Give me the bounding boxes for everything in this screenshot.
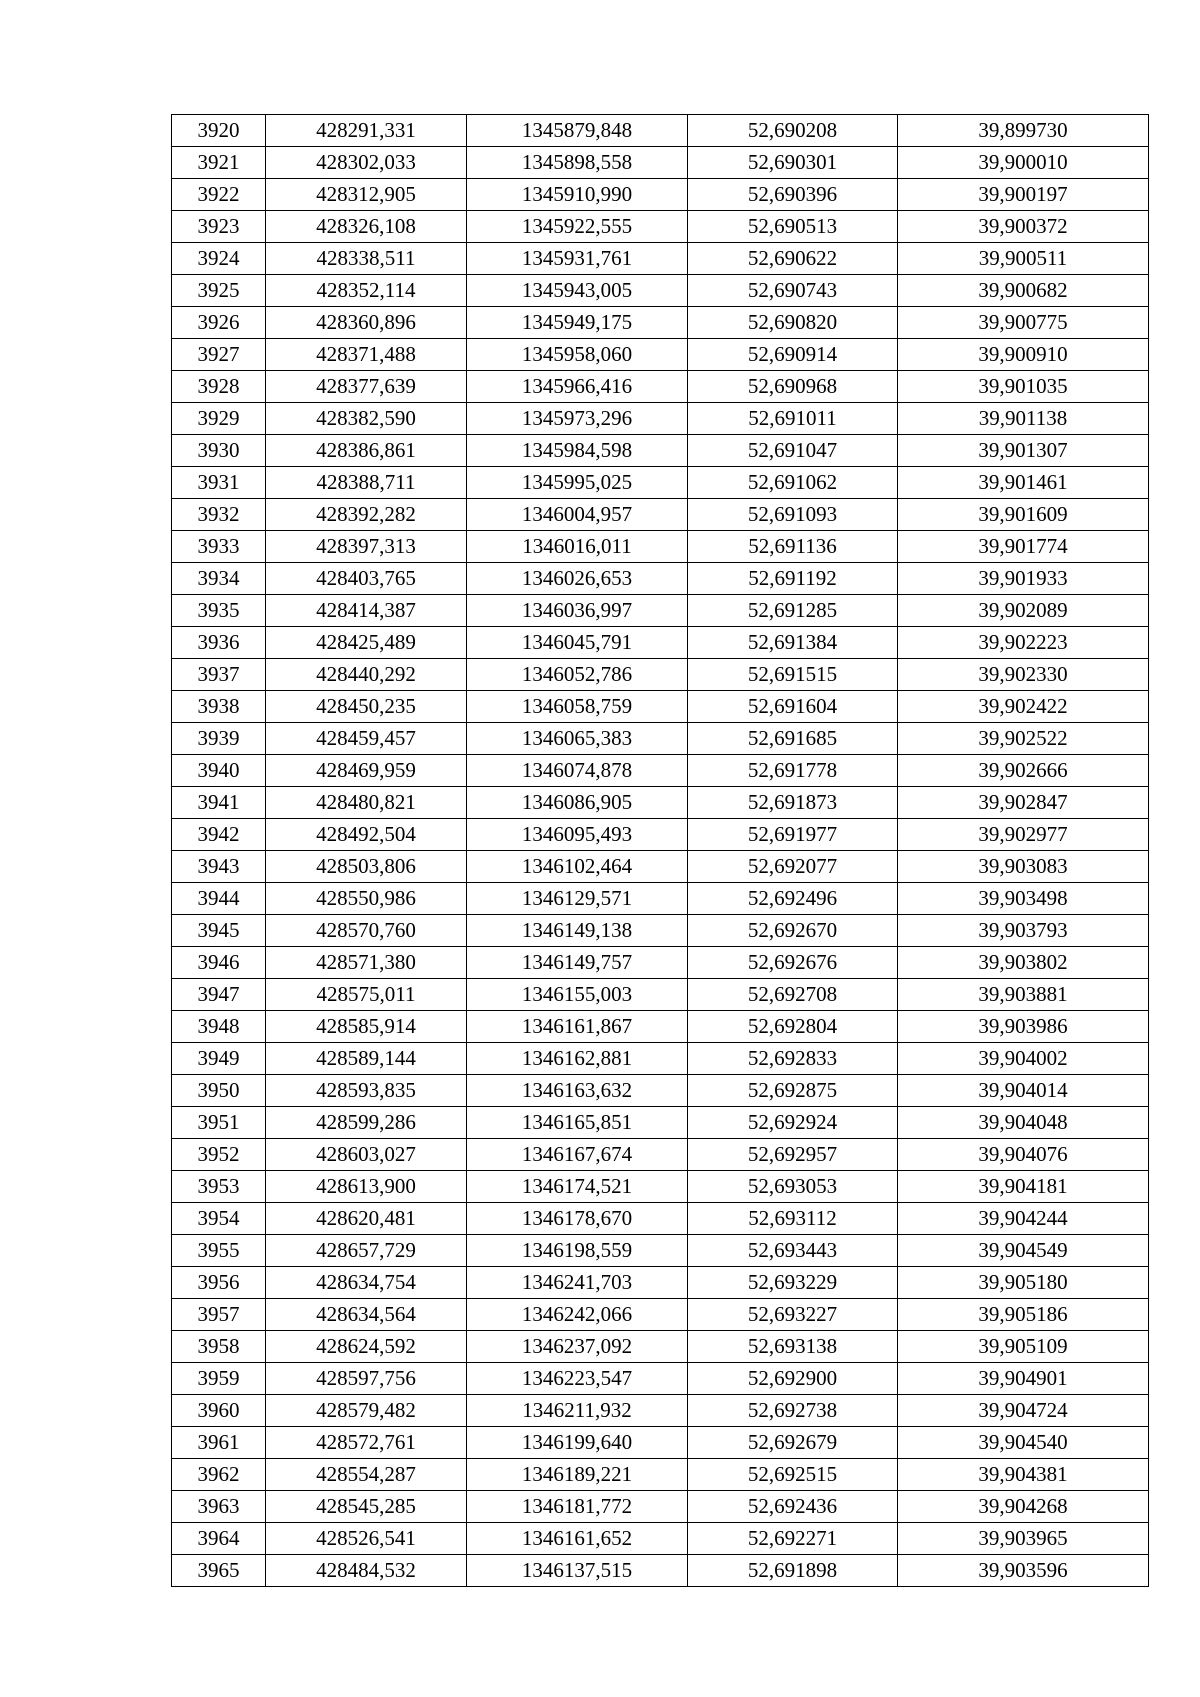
- table-row: [172, 243, 1149, 275]
- longitude-cell: 39,902422: [898, 691, 1149, 723]
- longitude-cell: 39,902089: [898, 595, 1149, 627]
- y-coordinate-cell: 1346161,867: [467, 1011, 688, 1043]
- point-number-cell: 3950: [172, 1075, 266, 1107]
- longitude-cell: 39,903498: [898, 883, 1149, 915]
- latitude-cell: 52,692515: [688, 1459, 898, 1491]
- longitude-cell: 39,904014: [898, 1075, 1149, 1107]
- y-coordinate-cell: 1346189,221: [467, 1459, 688, 1491]
- table-row: [172, 1523, 1149, 1555]
- point-number-cell: 3934: [172, 563, 266, 595]
- point-number-cell: 3926: [172, 307, 266, 339]
- table-row: [172, 1363, 1149, 1395]
- y-coordinate-cell: 1346198,559: [467, 1235, 688, 1267]
- y-coordinate-cell: 1345922,555: [467, 211, 688, 243]
- table-row: [172, 531, 1149, 563]
- longitude-cell: 39,903596: [898, 1555, 1149, 1587]
- point-number-cell: 3953: [172, 1171, 266, 1203]
- longitude-cell: 39,901138: [898, 403, 1149, 435]
- y-coordinate-cell: 1346167,674: [467, 1139, 688, 1171]
- y-coordinate-cell: 1346137,515: [467, 1555, 688, 1587]
- x-coordinate-cell: 428657,729: [266, 1235, 467, 1267]
- latitude-cell: 52,693227: [688, 1299, 898, 1331]
- x-coordinate-cell: 428469,959: [266, 755, 467, 787]
- y-coordinate-cell: 1346149,757: [467, 947, 688, 979]
- latitude-cell: 52,692900: [688, 1363, 898, 1395]
- longitude-cell: 39,902522: [898, 723, 1149, 755]
- y-coordinate-cell: 1345984,598: [467, 435, 688, 467]
- x-coordinate-cell: 428377,639: [266, 371, 467, 403]
- longitude-cell: 39,903986: [898, 1011, 1149, 1043]
- table-row: [172, 1171, 1149, 1203]
- point-number-cell: 3956: [172, 1267, 266, 1299]
- y-coordinate-cell: 1346036,997: [467, 595, 688, 627]
- y-coordinate-cell: 1346174,521: [467, 1171, 688, 1203]
- latitude-cell: 52,690208: [688, 115, 898, 147]
- table-row: [172, 1011, 1149, 1043]
- y-coordinate-cell: 1346237,092: [467, 1331, 688, 1363]
- table-row: [172, 371, 1149, 403]
- x-coordinate-cell: 428326,108: [266, 211, 467, 243]
- longitude-cell: 39,904549: [898, 1235, 1149, 1267]
- x-coordinate-cell: 428459,457: [266, 723, 467, 755]
- x-coordinate-cell: 428440,292: [266, 659, 467, 691]
- table-row: [172, 1267, 1149, 1299]
- point-number-cell: 3963: [172, 1491, 266, 1523]
- table-row: [172, 819, 1149, 851]
- table-row: [172, 979, 1149, 1011]
- latitude-cell: 52,690743: [688, 275, 898, 307]
- longitude-cell: 39,905186: [898, 1299, 1149, 1331]
- latitude-cell: 52,690396: [688, 179, 898, 211]
- table-row: [172, 275, 1149, 307]
- table-row: [172, 467, 1149, 499]
- y-coordinate-cell: 1346181,772: [467, 1491, 688, 1523]
- latitude-cell: 52,692833: [688, 1043, 898, 1075]
- longitude-cell: 39,904540: [898, 1427, 1149, 1459]
- point-number-cell: 3928: [172, 371, 266, 403]
- point-number-cell: 3930: [172, 435, 266, 467]
- x-coordinate-cell: 428371,488: [266, 339, 467, 371]
- x-coordinate-cell: 428550,986: [266, 883, 467, 915]
- table-row: [172, 147, 1149, 179]
- latitude-cell: 52,692924: [688, 1107, 898, 1139]
- table-row: [172, 1331, 1149, 1363]
- y-coordinate-cell: 1346149,138: [467, 915, 688, 947]
- x-coordinate-cell: 428382,590: [266, 403, 467, 435]
- table-row: [172, 403, 1149, 435]
- point-number-cell: 3937: [172, 659, 266, 691]
- y-coordinate-cell: 1346102,464: [467, 851, 688, 883]
- latitude-cell: 52,693138: [688, 1331, 898, 1363]
- table-row: [172, 1555, 1149, 1587]
- latitude-cell: 52,691192: [688, 563, 898, 595]
- latitude-cell: 52,691977: [688, 819, 898, 851]
- y-coordinate-cell: 1346211,932: [467, 1395, 688, 1427]
- table-row: [172, 1107, 1149, 1139]
- table-row: [172, 1043, 1149, 1075]
- point-number-cell: 3929: [172, 403, 266, 435]
- longitude-cell: 39,901774: [898, 531, 1149, 563]
- latitude-cell: 52,691062: [688, 467, 898, 499]
- longitude-cell: 39,902847: [898, 787, 1149, 819]
- y-coordinate-cell: 1346026,653: [467, 563, 688, 595]
- y-coordinate-cell: 1346163,632: [467, 1075, 688, 1107]
- x-coordinate-cell: 428571,380: [266, 947, 467, 979]
- x-coordinate-cell: 428570,760: [266, 915, 467, 947]
- y-coordinate-cell: 1346052,786: [467, 659, 688, 691]
- latitude-cell: 52,690513: [688, 211, 898, 243]
- table-row: [172, 499, 1149, 531]
- y-coordinate-cell: 1346162,881: [467, 1043, 688, 1075]
- longitude-cell: 39,900775: [898, 307, 1149, 339]
- latitude-cell: 52,692436: [688, 1491, 898, 1523]
- x-coordinate-cell: 428392,282: [266, 499, 467, 531]
- y-coordinate-cell: 1346086,905: [467, 787, 688, 819]
- x-coordinate-cell: 428597,756: [266, 1363, 467, 1395]
- latitude-cell: 52,691778: [688, 755, 898, 787]
- table-row: [172, 627, 1149, 659]
- table-row: [172, 947, 1149, 979]
- point-number-cell: 3923: [172, 211, 266, 243]
- longitude-cell: 39,903793: [898, 915, 1149, 947]
- x-coordinate-cell: 428450,235: [266, 691, 467, 723]
- x-coordinate-cell: 428579,482: [266, 1395, 467, 1427]
- longitude-cell: 39,904002: [898, 1043, 1149, 1075]
- x-coordinate-cell: 428593,835: [266, 1075, 467, 1107]
- y-coordinate-cell: 1346241,703: [467, 1267, 688, 1299]
- longitude-cell: 39,901307: [898, 435, 1149, 467]
- point-number-cell: 3927: [172, 339, 266, 371]
- point-number-cell: 3941: [172, 787, 266, 819]
- table-row: [172, 1075, 1149, 1107]
- latitude-cell: 52,691384: [688, 627, 898, 659]
- latitude-cell: 52,691011: [688, 403, 898, 435]
- x-coordinate-cell: 428575,011: [266, 979, 467, 1011]
- longitude-cell: 39,901461: [898, 467, 1149, 499]
- latitude-cell: 52,692670: [688, 915, 898, 947]
- latitude-cell: 52,690820: [688, 307, 898, 339]
- longitude-cell: 39,904181: [898, 1171, 1149, 1203]
- y-coordinate-cell: 1346004,957: [467, 499, 688, 531]
- y-coordinate-cell: 1346199,640: [467, 1427, 688, 1459]
- point-number-cell: 3935: [172, 595, 266, 627]
- table-row: [172, 755, 1149, 787]
- point-number-cell: 3947: [172, 979, 266, 1011]
- x-coordinate-cell: 428386,861: [266, 435, 467, 467]
- longitude-cell: 39,903881: [898, 979, 1149, 1011]
- point-number-cell: 3921: [172, 147, 266, 179]
- point-number-cell: 3945: [172, 915, 266, 947]
- latitude-cell: 52,692875: [688, 1075, 898, 1107]
- longitude-cell: 39,900511: [898, 243, 1149, 275]
- y-coordinate-cell: 1346155,003: [467, 979, 688, 1011]
- table-row: [172, 307, 1149, 339]
- y-coordinate-cell: 1345943,005: [467, 275, 688, 307]
- point-number-cell: 3949: [172, 1043, 266, 1075]
- table-row: [172, 563, 1149, 595]
- x-coordinate-cell: 428492,504: [266, 819, 467, 851]
- latitude-cell: 52,692077: [688, 851, 898, 883]
- x-coordinate-cell: 428302,033: [266, 147, 467, 179]
- point-number-cell: 3965: [172, 1555, 266, 1587]
- point-number-cell: 3952: [172, 1139, 266, 1171]
- y-coordinate-cell: 1345898,558: [467, 147, 688, 179]
- latitude-cell: 52,690301: [688, 147, 898, 179]
- latitude-cell: 52,691136: [688, 531, 898, 563]
- latitude-cell: 52,693443: [688, 1235, 898, 1267]
- y-coordinate-cell: 1346095,493: [467, 819, 688, 851]
- x-coordinate-cell: 428338,511: [266, 243, 467, 275]
- longitude-cell: 39,901933: [898, 563, 1149, 595]
- table-row: [172, 595, 1149, 627]
- latitude-cell: 52,692676: [688, 947, 898, 979]
- latitude-cell: 52,692496: [688, 883, 898, 915]
- y-coordinate-cell: 1345910,990: [467, 179, 688, 211]
- table-row: [172, 435, 1149, 467]
- point-number-cell: 3951: [172, 1107, 266, 1139]
- table-row: [172, 883, 1149, 915]
- x-coordinate-cell: 428291,331: [266, 115, 467, 147]
- x-coordinate-cell: 428397,313: [266, 531, 467, 563]
- longitude-cell: 39,899730: [898, 115, 1149, 147]
- table-row: [172, 691, 1149, 723]
- latitude-cell: 52,691604: [688, 691, 898, 723]
- point-number-cell: 3936: [172, 627, 266, 659]
- latitude-cell: 52,690968: [688, 371, 898, 403]
- point-number-cell: 3964: [172, 1523, 266, 1555]
- point-number-cell: 3957: [172, 1299, 266, 1331]
- point-number-cell: 3944: [172, 883, 266, 915]
- table-row: [172, 1395, 1149, 1427]
- longitude-cell: 39,900682: [898, 275, 1149, 307]
- latitude-cell: 52,691685: [688, 723, 898, 755]
- longitude-cell: 39,900372: [898, 211, 1149, 243]
- longitude-cell: 39,903083: [898, 851, 1149, 883]
- table-row: [172, 787, 1149, 819]
- table-row: [172, 339, 1149, 371]
- x-coordinate-cell: 428403,765: [266, 563, 467, 595]
- table-row: [172, 1139, 1149, 1171]
- point-number-cell: 3922: [172, 179, 266, 211]
- longitude-cell: 39,903802: [898, 947, 1149, 979]
- longitude-cell: 39,900010: [898, 147, 1149, 179]
- x-coordinate-cell: 428554,287: [266, 1459, 467, 1491]
- point-number-cell: 3933: [172, 531, 266, 563]
- y-coordinate-cell: 1345931,761: [467, 243, 688, 275]
- table-row: [172, 1299, 1149, 1331]
- x-coordinate-cell: 428484,532: [266, 1555, 467, 1587]
- point-number-cell: 3955: [172, 1235, 266, 1267]
- table-row: [172, 851, 1149, 883]
- x-coordinate-cell: 428312,905: [266, 179, 467, 211]
- latitude-cell: 52,692271: [688, 1523, 898, 1555]
- point-number-cell: 3932: [172, 499, 266, 531]
- x-coordinate-cell: 428545,285: [266, 1491, 467, 1523]
- x-coordinate-cell: 428360,896: [266, 307, 467, 339]
- latitude-cell: 52,691047: [688, 435, 898, 467]
- y-coordinate-cell: 1346065,383: [467, 723, 688, 755]
- y-coordinate-cell: 1346242,066: [467, 1299, 688, 1331]
- latitude-cell: 52,690622: [688, 243, 898, 275]
- table-row: [172, 179, 1149, 211]
- point-number-cell: 3946: [172, 947, 266, 979]
- point-number-cell: 3924: [172, 243, 266, 275]
- longitude-cell: 39,905109: [898, 1331, 1149, 1363]
- table-row: [172, 1427, 1149, 1459]
- x-coordinate-cell: 428634,754: [266, 1267, 467, 1299]
- table-row: [172, 915, 1149, 947]
- latitude-cell: 52,693112: [688, 1203, 898, 1235]
- table-row: [172, 1235, 1149, 1267]
- x-coordinate-cell: 428503,806: [266, 851, 467, 883]
- x-coordinate-cell: 428589,144: [266, 1043, 467, 1075]
- x-coordinate-cell: 428572,761: [266, 1427, 467, 1459]
- x-coordinate-cell: 428613,900: [266, 1171, 467, 1203]
- point-number-cell: 3962: [172, 1459, 266, 1491]
- latitude-cell: 52,691093: [688, 499, 898, 531]
- x-coordinate-cell: 428624,592: [266, 1331, 467, 1363]
- y-coordinate-cell: 1346165,851: [467, 1107, 688, 1139]
- table-row: [172, 115, 1149, 147]
- y-coordinate-cell: 1346058,759: [467, 691, 688, 723]
- longitude-cell: 39,905180: [898, 1267, 1149, 1299]
- longitude-cell: 39,902977: [898, 819, 1149, 851]
- longitude-cell: 39,904724: [898, 1395, 1149, 1427]
- point-number-cell: 3954: [172, 1203, 266, 1235]
- latitude-cell: 52,692957: [688, 1139, 898, 1171]
- x-coordinate-cell: 428425,489: [266, 627, 467, 659]
- longitude-cell: 39,902330: [898, 659, 1149, 691]
- coordinates-table-body: [172, 115, 1149, 1587]
- x-coordinate-cell: 428634,564: [266, 1299, 467, 1331]
- point-number-cell: 3959: [172, 1363, 266, 1395]
- y-coordinate-cell: 1345966,416: [467, 371, 688, 403]
- y-coordinate-cell: 1346129,571: [467, 883, 688, 915]
- y-coordinate-cell: 1345958,060: [467, 339, 688, 371]
- latitude-cell: 52,691898: [688, 1555, 898, 1587]
- table-row: [172, 659, 1149, 691]
- longitude-cell: 39,904901: [898, 1363, 1149, 1395]
- y-coordinate-cell: 1345949,175: [467, 307, 688, 339]
- longitude-cell: 39,902666: [898, 755, 1149, 787]
- latitude-cell: 52,691285: [688, 595, 898, 627]
- longitude-cell: 39,901035: [898, 371, 1149, 403]
- y-coordinate-cell: 1346045,791: [467, 627, 688, 659]
- x-coordinate-cell: 428388,711: [266, 467, 467, 499]
- longitude-cell: 39,904268: [898, 1491, 1149, 1523]
- y-coordinate-cell: 1346074,878: [467, 755, 688, 787]
- y-coordinate-cell: 1345973,296: [467, 403, 688, 435]
- table-row: [172, 1459, 1149, 1491]
- latitude-cell: 52,692738: [688, 1395, 898, 1427]
- latitude-cell: 52,691873: [688, 787, 898, 819]
- point-number-cell: 3940: [172, 755, 266, 787]
- point-number-cell: 3961: [172, 1427, 266, 1459]
- latitude-cell: 52,692804: [688, 1011, 898, 1043]
- longitude-cell: 39,900197: [898, 179, 1149, 211]
- coordinates-table: [171, 114, 1149, 1587]
- table-row: [172, 1491, 1149, 1523]
- longitude-cell: 39,904048: [898, 1107, 1149, 1139]
- y-coordinate-cell: 1345879,848: [467, 115, 688, 147]
- y-coordinate-cell: 1345995,025: [467, 467, 688, 499]
- latitude-cell: 52,693229: [688, 1267, 898, 1299]
- x-coordinate-cell: 428585,914: [266, 1011, 467, 1043]
- x-coordinate-cell: 428480,821: [266, 787, 467, 819]
- point-number-cell: 3920: [172, 115, 266, 147]
- y-coordinate-cell: 1346223,547: [467, 1363, 688, 1395]
- x-coordinate-cell: 428603,027: [266, 1139, 467, 1171]
- longitude-cell: 39,903965: [898, 1523, 1149, 1555]
- point-number-cell: 3943: [172, 851, 266, 883]
- point-number-cell: 3938: [172, 691, 266, 723]
- latitude-cell: 52,692679: [688, 1427, 898, 1459]
- table-row: [172, 211, 1149, 243]
- y-coordinate-cell: 1346178,670: [467, 1203, 688, 1235]
- latitude-cell: 52,690914: [688, 339, 898, 371]
- x-coordinate-cell: 428599,286: [266, 1107, 467, 1139]
- longitude-cell: 39,904381: [898, 1459, 1149, 1491]
- point-number-cell: 3939: [172, 723, 266, 755]
- x-coordinate-cell: 428352,114: [266, 275, 467, 307]
- longitude-cell: 39,900910: [898, 339, 1149, 371]
- longitude-cell: 39,901609: [898, 499, 1149, 531]
- longitude-cell: 39,904076: [898, 1139, 1149, 1171]
- point-number-cell: 3948: [172, 1011, 266, 1043]
- x-coordinate-cell: 428526,541: [266, 1523, 467, 1555]
- longitude-cell: 39,902223: [898, 627, 1149, 659]
- point-number-cell: 3931: [172, 467, 266, 499]
- table-row: [172, 723, 1149, 755]
- latitude-cell: 52,693053: [688, 1171, 898, 1203]
- point-number-cell: 3925: [172, 275, 266, 307]
- table-row: [172, 1203, 1149, 1235]
- y-coordinate-cell: 1346016,011: [467, 531, 688, 563]
- point-number-cell: 3942: [172, 819, 266, 851]
- latitude-cell: 52,692708: [688, 979, 898, 1011]
- y-coordinate-cell: 1346161,652: [467, 1523, 688, 1555]
- point-number-cell: 3958: [172, 1331, 266, 1363]
- point-number-cell: 3960: [172, 1395, 266, 1427]
- latitude-cell: 52,691515: [688, 659, 898, 691]
- x-coordinate-cell: 428620,481: [266, 1203, 467, 1235]
- x-coordinate-cell: 428414,387: [266, 595, 467, 627]
- longitude-cell: 39,904244: [898, 1203, 1149, 1235]
